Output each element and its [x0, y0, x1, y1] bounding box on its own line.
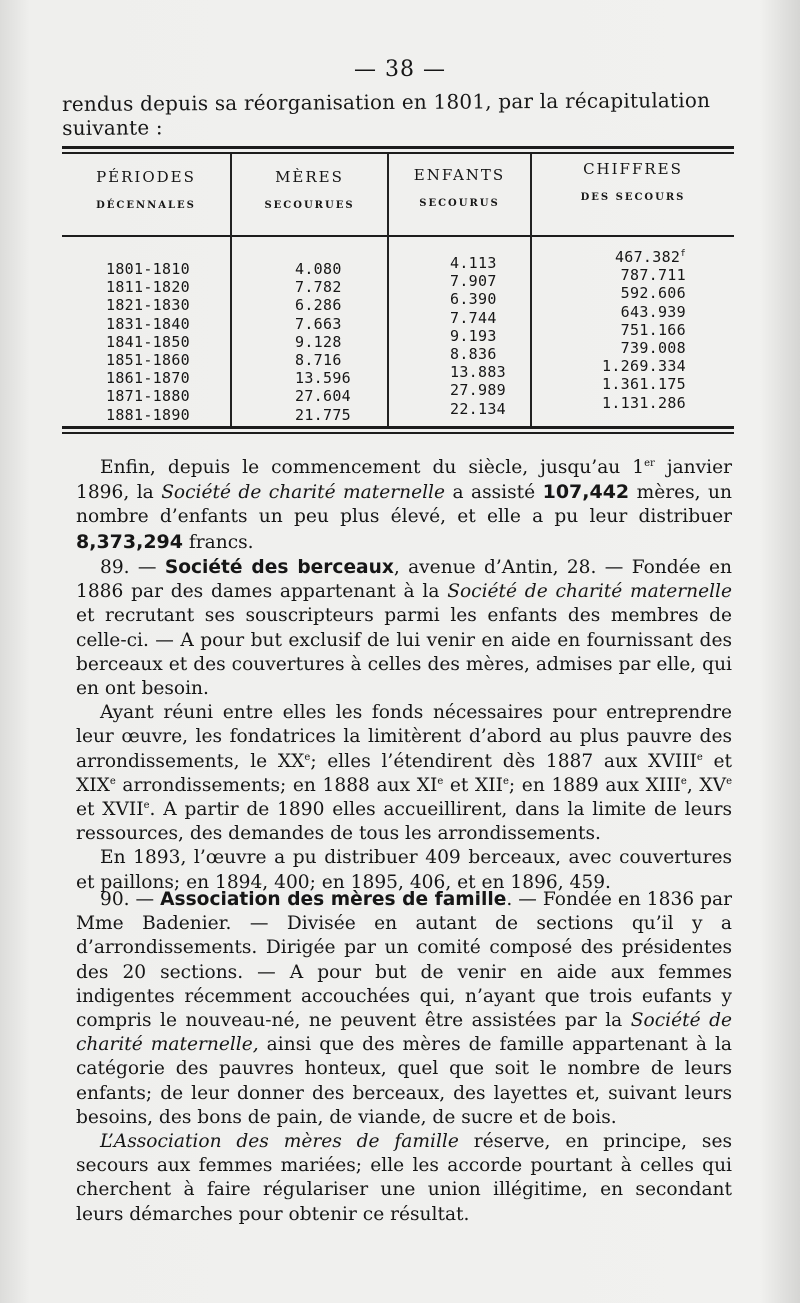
column-header-title: MÈRES [275, 168, 344, 186]
section-90 [76, 888, 732, 1227]
table-top-rule [62, 146, 734, 149]
society-name: Société de charité maternelle [161, 482, 445, 504]
table-bottom-rule [62, 426, 734, 429]
table-cell: 1841-1850 [106, 332, 190, 351]
table-cell: 6.390 [450, 290, 497, 309]
summary-paragraph [76, 456, 732, 555]
text-span: francs. [182, 531, 254, 553]
column-periodes [106, 260, 190, 424]
text-span: Enfin, depuis le commencement du siècle, jusqu’au 1 [100, 457, 645, 478]
table-cell: 22.134 [450, 399, 506, 418]
statistics-table [62, 130, 734, 442]
table-cell: 1861-1870 [106, 369, 190, 388]
column-header-enfants [389, 166, 530, 209]
table-cell: 1811-1820 [106, 278, 190, 297]
section-89 [76, 556, 732, 895]
table-cell: 592.606 [620, 284, 686, 303]
text-span: ; en 1889 aux XIII [508, 774, 681, 796]
table-cell: 1881-1890 [106, 405, 190, 424]
society-name: Société de charité maternelle [447, 581, 732, 603]
superscript: e [437, 775, 444, 787]
table-cell: 643.939 [620, 302, 686, 321]
intro-line: rendus depuis sa réorganisation en 1801, par la récapitulation suivante : [62, 88, 711, 140]
table-top-rule-thin [62, 152, 734, 154]
table-cell: 27.989 [450, 381, 506, 400]
page-number: — 38 — [354, 57, 446, 82]
table-cell: 1.361.175 [602, 375, 686, 394]
superscript: e [109, 775, 116, 787]
table-cell: 1801-1810 [106, 260, 190, 278]
column-chiffres [602, 248, 686, 412]
table-cell: 1851-1860 [106, 351, 190, 370]
table-cell: 9.193 [450, 326, 497, 345]
table-cell: 1821-1830 [106, 296, 190, 315]
table-cell: 7.907 [450, 272, 497, 291]
table-cell: 27.604 [295, 387, 351, 406]
superscript: e [696, 751, 703, 763]
table-cell: 7.663 [295, 314, 342, 333]
column-header-meres [232, 168, 387, 211]
column-header-subtitle: DÉCENNALES [96, 200, 196, 211]
section-title: Association des mères de famille [160, 889, 507, 910]
table-cell: 6.286 [295, 296, 342, 315]
table-cell: 8.836 [450, 345, 497, 364]
table-cell: 21.775 [295, 405, 351, 424]
table-cell: 13.596 [295, 369, 351, 388]
superscript: e [304, 751, 311, 763]
text-span: et recrutant ses souscripteurs parmi les enfants des membres de celle-ci. — A pour but exclusif de lui venir en aide en fournissant des berceaux et des couvertures à celles des mères, admises par elle, qui en ont besoin. [76, 605, 732, 700]
section-number: 89. — [100, 557, 165, 578]
text-span: , avenue d’Antin, 28. — Fondée en 1886 par des dames appartenant à la [76, 557, 732, 603]
text-span: . — Fondée en 1836 par Mme Badenier. — Divisée en autant de sections qu’il y a d’arrondissements. Dirigée par un comité composé des présidentes des 20 sections. — A pour but de venir en aide aux femmes indigentes récemment accouchées qui, n’ayant que trois eufants y compris le nouveau-né, ne peuvent être assistées par la [76, 889, 732, 1032]
table-cell: 751.166 [620, 320, 686, 339]
column-meres [295, 260, 351, 424]
text-span: ainsi que des mères de famille appartenant à la catégorie des pauvres honteux, quel que soit le nombre de leurs enfants; de leur donner des berceaux, des layettes et, suivant leurs besoins, des bons de pain, de viande, de sucre et de bois. [76, 1034, 732, 1128]
unit-mark: f [680, 249, 686, 259]
text-span: . A partir de 1890 elles accueillirent, dans la limite de leurs ressources, des demandes de tous les arrondissements. [76, 799, 732, 845]
column-header-title: CHIFFRES [583, 160, 683, 178]
superscript: e [502, 775, 509, 787]
table-cell: 787.711 [620, 266, 686, 285]
table-cell: 7.782 [295, 278, 342, 297]
table-cell: 1831-1840 [106, 314, 190, 333]
meres-total: 107,442 [542, 481, 630, 504]
text-span: mères, un nombre d’enfants un peu plus élevé, et elle a pu leur distribuer [76, 482, 732, 528]
text-span: , XV [686, 774, 727, 796]
cell-value: 467.382 [614, 248, 681, 266]
text-span: Ayant réuni entre elles les fonds nécessaires pour entreprendre leur œuvre, les fondatrices la limitèrent d’abord au plus pauvre des arrondissements, le XX [76, 702, 732, 772]
section-89-distribution: En 1893, l’œuvre a pu distribuer 409 berceaux, avec couvertures et paillons; en 1894, 400; en 1895, 406, et en 1896, 459. [76, 847, 732, 893]
society-name: Société de charité maternelle, [76, 1010, 732, 1056]
text-span: réserve, en principe, ses secours aux femmes mariées; elle les accorde pourtant à celles qui cherchent à faire régulariser une union illégitime, en secondant leurs démarches pour obtenir ce résultat. [76, 1131, 733, 1225]
superscript: e [726, 775, 732, 787]
column-header-title: PÉRIODES [96, 168, 196, 186]
table-cell: 1871-1880 [106, 387, 190, 406]
table-cell: 1.131.286 [602, 393, 686, 412]
francs-total: 8,373,294 [76, 530, 183, 553]
superscript: er [644, 457, 655, 469]
table-cell: 13.883 [450, 363, 506, 382]
column-header-subtitle: SECOURUS [419, 198, 500, 209]
column-enfants [450, 254, 506, 418]
table-cell: 4.113 [450, 254, 497, 272]
column-header-periodes [62, 168, 230, 211]
column-header-chiffres [532, 160, 734, 203]
column-header-subtitle: SECOURUES [264, 200, 355, 211]
superscript: e [680, 775, 687, 787]
section-title: Société des berceaux [164, 557, 394, 578]
text-span: ; elles l’étendirent dès 1887 aux XVIII [310, 750, 697, 772]
column-header-title: ENFANTS [413, 166, 506, 184]
table-cell: 7.744 [450, 308, 497, 327]
table-cell: 1.269.334 [602, 357, 686, 376]
text-span: et XII [443, 774, 503, 796]
table-cell [602, 248, 686, 266]
table-header-rule [62, 235, 734, 237]
section-number: 90. — [100, 889, 161, 910]
superscript: e [143, 799, 150, 811]
table-cell: 739.008 [620, 339, 686, 358]
text-span: et XIX [76, 750, 733, 796]
text-span: janvier 1896, la [76, 457, 732, 504]
text-span: arrondissements; en 1888 aux XI [115, 774, 438, 796]
table-cell: 4.080 [295, 260, 342, 278]
table-bottom-rule-thin [62, 432, 734, 434]
table-cell: 9.128 [295, 332, 342, 351]
association-name: L’Association des mères de famille [100, 1131, 459, 1153]
table-cell: 8.716 [295, 351, 342, 370]
column-header-subtitle: DES SECOURS [580, 192, 686, 203]
text-span: a assisté [444, 482, 543, 504]
text-span: et XVII [76, 799, 144, 821]
